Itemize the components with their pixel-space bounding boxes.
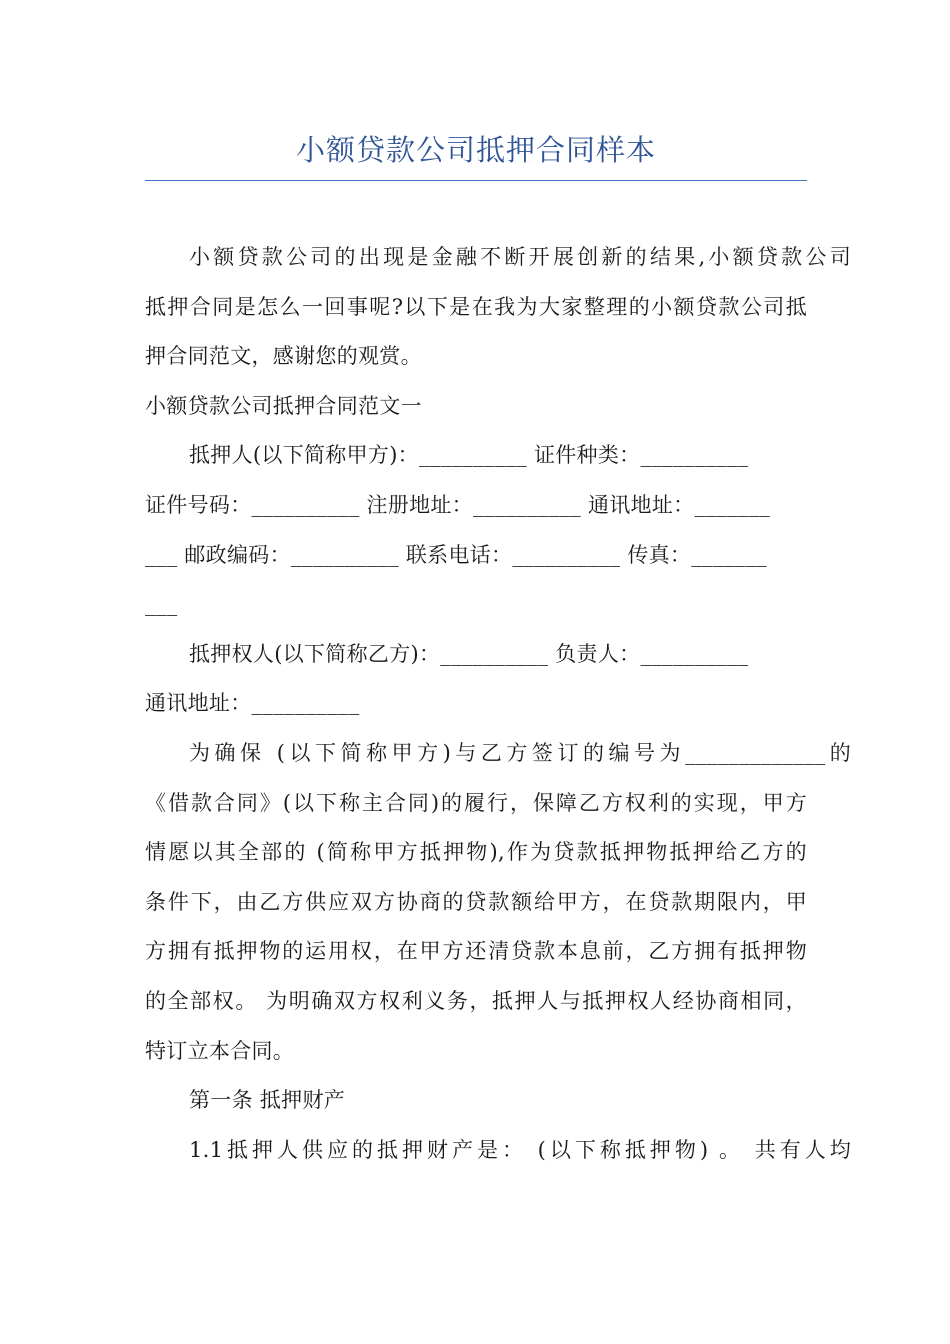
form-line: ___ bbox=[145, 592, 178, 617]
paragraph-line: 为确保 (以下简称甲方)与乙方签订的编号为_____________的 bbox=[189, 740, 851, 765]
article-heading: 第一条 抵押财产 bbox=[189, 1088, 346, 1113]
form-line: 抵押人(以下简称甲方)：__________ 证件种类：__________ bbox=[189, 443, 749, 468]
paragraph-line: 小额贷款公司的出现是金融不断开展创新的结果,小额贷款公司 bbox=[189, 245, 851, 269]
paragraph-line: 《借款合同》(以下称主合同)的履行，保障乙方权利的实现，甲方 bbox=[145, 790, 807, 815]
paragraph-line: 的全部权。 为明确双方权利义务，抵押人与抵押权人经协商相同， bbox=[145, 988, 807, 1013]
form-line: 通讯地址：__________ bbox=[145, 691, 360, 716]
form-line: 抵押权人(以下简称乙方)：__________ 负责人：__________ bbox=[189, 641, 749, 666]
paragraph-line: 押合同范文，感谢您的观赏。 bbox=[145, 344, 422, 369]
paragraph-line: 抵押合同是怎么一回事呢?以下是在我为大家整理的小额贷款公司抵 bbox=[145, 294, 807, 319]
section-heading: 小额贷款公司抵押合同范文一 bbox=[145, 393, 422, 418]
paragraph-line: 1.1抵押人供应的抵押财产是： (以下称抵押物) 。 共有人均 bbox=[189, 1137, 851, 1162]
paragraph-line: 特订立本合同。 bbox=[145, 1038, 295, 1063]
paragraph-line: 方拥有抵押物的运用权，在甲方还清贷款本息前，乙方拥有抵押物 bbox=[145, 939, 807, 964]
title-underline bbox=[145, 180, 807, 181]
form-line: 证件号码：__________ 注册地址：__________ 通讯地址：_______ bbox=[145, 492, 771, 517]
document-body bbox=[145, 233, 851, 1175]
document-title: 小额贷款公司抵押合同样本 bbox=[295, 133, 656, 167]
form-line: ___ 邮政编码：__________ 联系电话：__________ 传真：_______ bbox=[145, 542, 767, 567]
paragraph-line: 条件下，由乙方供应双方协商的贷款额给甲方，在贷款期限内，甲 bbox=[145, 889, 807, 914]
paragraph-line: 情愿以其全部的 (简称甲方抵押物),作为贷款抵押物抵押给乙方的 bbox=[145, 840, 807, 865]
